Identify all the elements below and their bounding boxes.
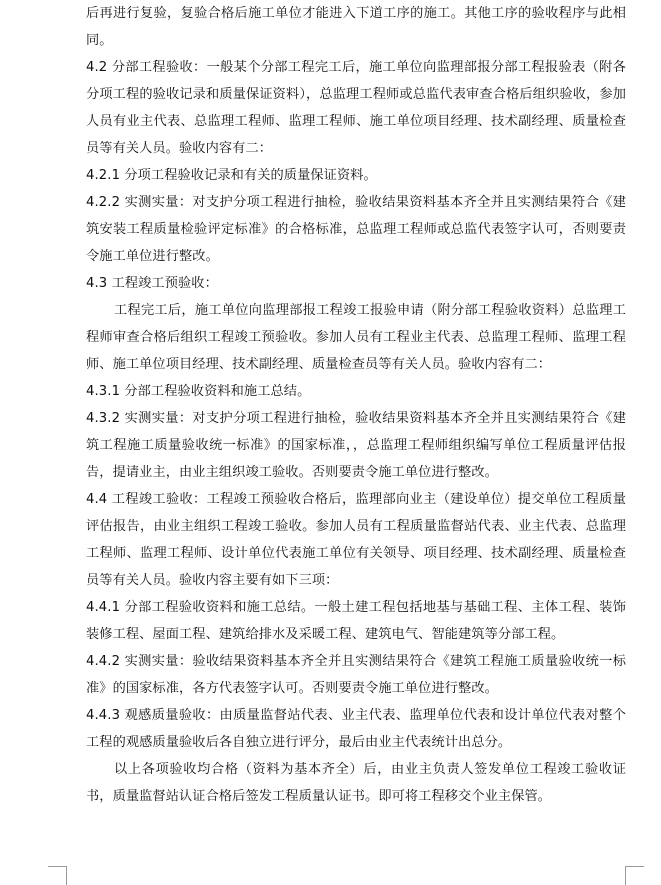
paragraph-4-2-subdivision-acceptance: 4.2 分部工程验收：一般某个分部工程完工后，施工单位向监理部报分部工程报验表（附各分项工程的验收记录和质量保证资料），总监理工程师或总监代表审查合格后组织验收，参加人员有业主代表、总监理工程师、监理工程师、施工单位项目经理、技术副经理、质量检查员等有关人员。验收内容有二： — [86, 60, 626, 156]
paragraph-4-2-1: 4.2.1 分项工程验收记录和有关的质量保证资料。 — [86, 168, 377, 183]
paragraph-4-4-final-acceptance: 4.4 工程竣工验收：工程竣工预验收合格后，监理部向业主（建设单位）提交单位工程质量评估报告，由业主组织工程竣工验收。参加人员有工程质量监督站代表、业主代表、总监理工程师、监理工程师、设计单位代表施工单位有关领导、项目经理、技术副经理、质量检查员等有关人员。验收内容主要有如下三项： — [86, 492, 626, 588]
paragraph-4-2-2: 4.2.2 实测实量：对支护分项工程进行抽检，验收结果资料基本齐全并且实测结果符合《建筑安装工程质量检验评定标准》的合格标准，总监理工程师或总监代表签字认可，否则要责令施工单位进行整改。 — [86, 195, 626, 264]
document-body — [86, 0, 626, 810]
paragraph-4-4-2: 4.4.2 实测实量：验收结果资料基本齐全并且实测结果符合《建筑工程施工质量验收统一标准》的国家标准，各方代表签字认可。否则要责令施工单位进行整改。 — [86, 654, 626, 696]
page-corner-mark-left — [48, 866, 67, 885]
paragraph-4-3-2: 4.3.2 实测实量：对支护分项工程进行抽检，验收结果资料基本齐全并且实测结果符合《建筑工程施工质量验收统一标准》的国家标准，，总监理工程师组织编写单位工程质量评估报告，提请业主，由业主组织竣工验收。否则要责令施工单位进行整改。 — [86, 411, 626, 480]
paragraph-4-3-1: 4.3.1 分部工程验收资料和施工总结。 — [86, 384, 311, 399]
paragraph-4-4-3: 4.4.3 观感质量验收：由质量监督站代表、业主代表、监理单位代表和设计单位代表对整个工程的观感质量验收后各自独立进行评分，最后由业主代表统计出总分。 — [86, 708, 626, 750]
page-corner-mark-right — [625, 866, 644, 885]
heading-4-3-pre-acceptance: 4.3 工程竣工预验收： — [86, 276, 218, 291]
paragraph-4-3-body: 工程完工后，施工单位向监理部报工程竣工报验申请（附分部工程验收资料）总监理工程师审查合格后组织工程竣工预验收。参加人员有工程业主代表、总监理工程师、监理工程师、施工单位项目经理、技术副经理、质量检查员等有关人员。验收内容有二： — [86, 303, 626, 372]
paragraph-reinspection: 后再进行复验，复验合格后施工单位才能进入下道工序的施工。其他工序的验收程序与此相同。 — [86, 6, 626, 48]
paragraph-conclusion: 以上各项验收均合格（资料为基本齐全）后，由业主负责人签发单位工程竣工验收证书，质量监督站认证合格后签发工程质量认证书。即可将工程移交个业主保管。 — [86, 762, 626, 804]
paragraph-4-4-1: 4.4.1 分部工程验收资料和施工总结。一般土建工程包括地基与基础工程、主体工程、装饰装修工程、屋面工程、建筑给排水及采暖工程、建筑电气、智能建筑等分部工程。 — [86, 600, 626, 642]
